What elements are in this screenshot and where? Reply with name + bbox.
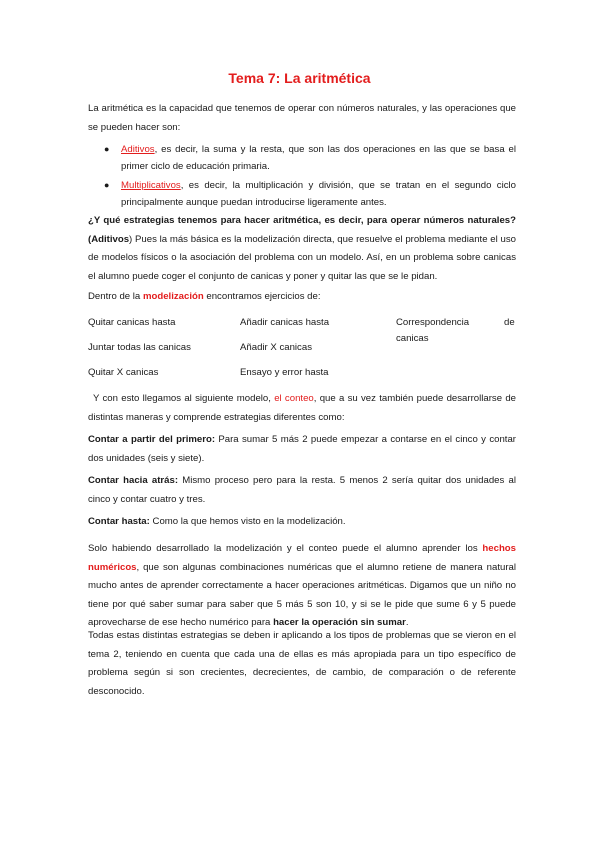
strategy-label: Contar hacia atrás: [88, 475, 179, 486]
text: . [405, 617, 409, 628]
term-aditivos: Aditivos [121, 144, 155, 155]
aditivos-label: (Aditivos [88, 233, 130, 245]
operations-list [88, 141, 516, 213]
term-multiplicativos: Multiplicativos [121, 180, 181, 191]
modelizacion-directa-text: ) Pues la más básica es la modelización directa, que resuelve el problema mediante el uso de modelos físicos o la asociación del problema con un modelo. Así, en un problema sobre canicas el alumno puede coger el conjunto de canicas y poner y quitar las que se le pidan. [88, 233, 516, 282]
exercise-item: Juntar todas las canicas [88, 342, 191, 353]
strategy-text: Mismo proceso pero para la resta. 5 menos 2 sería quitar dos unidades al cinco y contar cuatro y tres. [88, 475, 516, 505]
intro-paragraph: La aritmética es la capacidad que tenemos de operar con números naturales, y las operaciones que se pueden hacer son: [88, 103, 516, 133]
strategy-label: Contar hasta: [88, 516, 150, 527]
term-conteo: el conteo [274, 393, 314, 404]
exercise-item: Añadir canicas hasta [240, 317, 330, 328]
list-item [88, 177, 516, 211]
exercise-item: Ensayo y error hasta [240, 367, 329, 378]
strategy-paragraph [88, 472, 516, 509]
emphasis-text: hacer la operación sin sumar [273, 617, 406, 628]
question-text: ¿Y qué estrategias tenemos para hacer aritmética, es decir, para operar números naturales? [88, 215, 516, 226]
strategies-paragraph [88, 212, 516, 286]
term-hechos-numericos: hechos numéricos [88, 543, 516, 573]
exercise-item: Añadir X canicas [240, 342, 312, 353]
bullet-icon: ● [104, 180, 110, 190]
text: encontramos ejercicios de: [203, 291, 321, 302]
exercise-item: Quitar canicas hasta [88, 317, 176, 328]
list-item-text: , es decir, la suma y la resta, que son las dos operaciones en las que se basa el primer ciclo de educación primaria. [121, 144, 516, 172]
exercise-item: de [504, 317, 515, 328]
hechos-paragraph [88, 540, 516, 633]
text: , que son algunas combinaciones numéricas que el alumno retiene de manera natural mucho antes de aprender correctamente a hacer operaciones aritméticas. Digamos que un niño no tiene por qué saber sumar para saber que 5 más 5 son 10, y si se le pide que sume 6 y 5 puede aprovecharse de ese hecho numérico para [88, 561, 516, 628]
strategy-paragraph [88, 513, 516, 532]
list-item-text: , es decir, la multiplicación y división, que se tratan en el segundo ciclo principalmente aunque puedan introducirse ligeramente antes. [121, 180, 516, 208]
conteo-paragraph [88, 390, 516, 427]
strategy-paragraph [88, 431, 516, 468]
exercise-item: Quitar X canicas [88, 367, 159, 378]
strategy-text: Para sumar 5 más 2 puede empezar a contarse en el cinco y contar dos unidades (seis y siete). [88, 434, 516, 464]
text: Solo habiendo desarrollado la modelización y el conteo puede el alumno aprender los [88, 543, 483, 554]
exercise-item: canicas [396, 333, 429, 344]
closing-paragraph: Todas estas distintas estrategias se deben ir aplicando a los tipos de problemas que se vieron en el tema 2, teniendo en cuenta que cada una de ellas es más apropiada para un tipo específico de problema según si son crecientes, decrecientes, de cambio, de comparación o de referente desconocido. [88, 630, 516, 697]
strategy-text: Como la que hemos visto en la modelización. [149, 516, 346, 527]
page-title: Tema 7: La aritmética [228, 70, 371, 86]
modelizacion-paragraph [88, 288, 516, 307]
strategy-label: Contar a partir del primero: [88, 434, 216, 445]
list-item [88, 141, 516, 175]
bullet-icon: ● [104, 144, 110, 154]
exercise-item: Correspondencia [396, 317, 470, 328]
text: Y con esto llegamos al siguiente modelo, [93, 393, 275, 404]
text: , que a su vez también puede desarrollarse de distintas maneras y comprende estrategias diferentes como: [88, 393, 516, 423]
term-modelizacion: modelización [142, 291, 204, 302]
text: Dentro de la [88, 291, 143, 302]
